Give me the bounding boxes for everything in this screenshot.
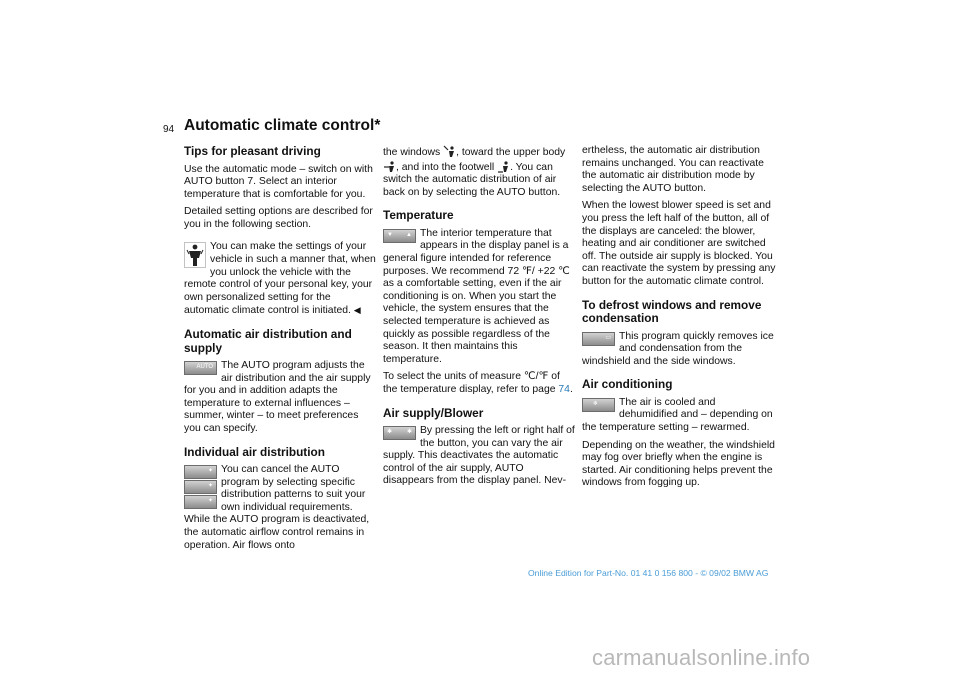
column-3	[582, 145, 776, 495]
temperature-button-icon: ▼ ▲	[383, 229, 416, 243]
column-3-paragraph-1: ertheless, the automatic air distribution remains unchanged. You can reactivate the automatic air distribution mode by selecting the AUTO button.	[582, 145, 764, 194]
airflow-text-d: . You can switch the automatic distribution of air back on by selecting the AUTO button.	[383, 161, 561, 198]
ac-text: The air is cooled and dehumidified and – depending on the temperature setting – rewarmed.	[582, 396, 773, 433]
page-74-link[interactable]: 74	[558, 384, 570, 395]
personal-profile-icon	[184, 242, 206, 268]
units-paragraph	[383, 371, 577, 396]
airflow-text-b: , toward the upper body	[456, 147, 566, 158]
individual-text: You can cancel the AUTO program by selecting specific distribution patterns to suit your own individual requirements. While the AUTO program is deactivated, the automatic airflow control remains in operation. Air flows onto	[184, 464, 370, 551]
temperature-heading: Temperature	[383, 208, 454, 223]
blower-text: By pressing the left or right half of the button, you can vary the air supply. This deactivates the automatic control of the air supply, AUTO disappears from the display panel. Nev-	[383, 425, 575, 487]
page-number: 94	[163, 124, 175, 135]
defrost-heading: To defrost windows and remove condensation	[582, 297, 762, 326]
personal-key-note	[184, 241, 378, 318]
column-2	[383, 145, 577, 493]
auto-paragraph	[184, 360, 378, 436]
distribution-buttons-icon	[184, 465, 217, 510]
airflow-paragraph	[383, 145, 577, 199]
units-text: To select the units of measure ℃/℉ of the temperature display, refer to page	[383, 371, 560, 395]
individual-heading: Individual air distribution	[184, 444, 325, 459]
individual-paragraph	[184, 464, 378, 552]
auto-text: The AUTO program adjusts the air distribution and the air supply for you and in addition adapts the temperature to external influences – summer, winter – to meet preferences you can specify.	[184, 360, 371, 434]
footwell-button-icon: ✦	[184, 495, 217, 509]
note-text: You can make the settings of your vehicle in such a manner that, when you unlock the vehicle with the remote control of your personal key, your own personalized setting for the automatic climate control is initiated.	[184, 241, 376, 317]
windows-airflow-icon	[443, 145, 456, 158]
defrost-button-icon: ▭	[582, 332, 615, 346]
column-1	[184, 145, 378, 557]
tips-heading: Tips for pleasant driving	[184, 144, 321, 158]
column-3-paragraph-2: When the lowest blower speed is set and you press the left half of the button, all of the displays are canceled: the blower, heating and air conditioner are switched off. The outside air supply is blocked. You can reactivate the system by pressing any button for the automatic climate control.	[582, 200, 776, 287]
auto-button-label: AUTO	[196, 364, 213, 371]
ac-button-icon: ❄	[582, 398, 615, 412]
ac-paragraph-2: Depending on the weather, the windshield may fog over briefly when the engine is started. Air conditioning helps prevent the windows from fogging up.	[582, 439, 775, 489]
auto-heading: Automatic air distribution and supply	[184, 327, 352, 355]
blower-paragraph	[383, 425, 577, 488]
temperature-text: The interior temperature that appears in the display panel is a general figure intended for reference purposes. We recommend 72 ℉/ +22 ℃ as a comfortable setting, even if the air conditioning is on. When you start the vehicle, the system ensures that the selected temperature is achieved as quickly as possible regardless of the season. It then maintains this temperature.	[383, 227, 570, 365]
airflow-text-a: the windows	[383, 147, 441, 158]
upper-body-button-icon: ✦	[184, 480, 217, 494]
tips-paragraph-2: Detailed setting options are described for you in the following section.	[184, 206, 373, 230]
auto-button-icon	[184, 361, 217, 375]
footer-edition: Online Edition for Part-No. 01 41 0 156 800 - © 09/02 BMW AG	[528, 568, 769, 578]
footwell-airflow-icon	[497, 160, 510, 173]
defrost-text: This program quickly removes ice and condensation from the windshield and the side windows.	[582, 330, 774, 367]
upper-body-airflow-icon	[383, 160, 396, 173]
ac-heading: Air conditioning	[582, 377, 673, 392]
units-end: .	[569, 384, 573, 395]
defrost-paragraph	[582, 331, 776, 369]
watermark: carmanualsonline.info	[592, 645, 811, 670]
page-title: Automatic climate control*	[184, 117, 381, 134]
temperature-paragraph	[383, 228, 577, 367]
tips-paragraph-1: Use the automatic mode – switch on with AUTO button 7. Select an interior temperature that is comfortable for you.	[184, 163, 373, 200]
airflow-text-c: , and into the footwell	[396, 161, 495, 173]
windows-button-icon: ✦	[184, 465, 217, 479]
ac-paragraph	[582, 397, 776, 435]
end-mark-icon: ◀	[353, 305, 361, 316]
blower-button-icon: ✱ ✱	[383, 426, 416, 440]
blower-heading: Air supply/Blower	[383, 405, 484, 420]
